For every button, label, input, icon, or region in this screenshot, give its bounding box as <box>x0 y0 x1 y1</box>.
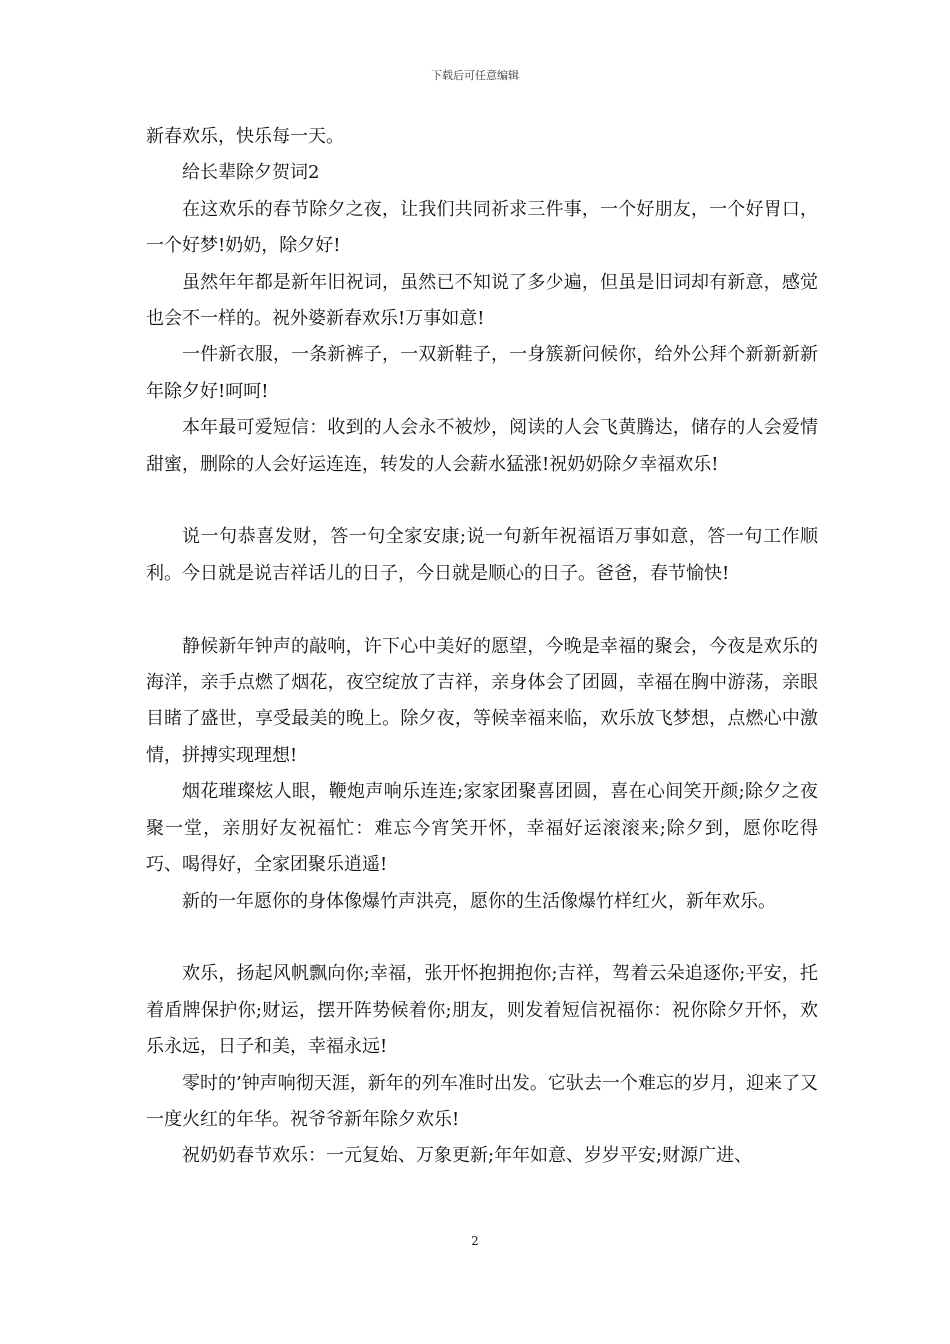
paragraph-7: 说一句恭喜发财，答一句全家安康;说一句新年祝福语万事如意，答一句工作顺利。今日就是说吉祥话儿的日子，今日就是顺心的日子。爸爸，春节愉快! <box>146 526 818 584</box>
paragraph-11: 欢乐，扬起风帆飘向你;幸福，张开怀抱拥抱你;吉祥，驾着云朵追逐你;平安，托着盾牌保护你;财运，摆开阵势候着你;朋友，则发着短信祝福你：祝你除夕开怀，欢乐永远，日子和美，幸福永远! <box>146 963 818 1058</box>
blank-line <box>146 592 818 628</box>
paragraph-8: 静候新年钟声的敲响，许下心中美好的愿望，今晚是幸福的聚会，今夜是欢乐的海洋，亲手点燃了烟花，夜空绽放了吉祥，亲身体会了团圆，幸福在胸中游荡，亲眼目睹了盛世，享受最美的晚上。除夕夜，等候幸福来临，欢乐放飞梦想，点燃心中激情，拼搏实现理想! <box>146 635 818 766</box>
blank-line <box>146 483 818 519</box>
paragraph-10: 新的一年愿你的身体像爆竹声洪亮，愿你的生活像爆竹样红火，新年欢乐。 <box>182 890 776 912</box>
page-header: 下载后可任意编辑 <box>431 69 519 82</box>
paragraph-3: 在这欢乐的春节除夕之夜，让我们共同祈求三件事，一个好朋友，一个好胃口，一个好梦!奶奶，除夕好! <box>146 198 818 257</box>
page-number: 2 <box>471 1234 479 1248</box>
paragraph-4: 虽然年年都是新年旧祝词，虽然已不知说了多少遍，但虽是旧词却有新意，感觉也会不一样的。祝外婆新春欢乐!万事如意! <box>146 271 818 330</box>
blank-line <box>146 920 818 956</box>
paragraph-1: 新春欢乐，快乐每一天。 <box>146 126 344 147</box>
document-body <box>146 119 818 1175</box>
paragraph-5: 一件新衣服，一条新裤子，一双新鞋子，一身簇新问候你，给外公拜个新新新新年除夕好!呵呵! <box>146 344 818 402</box>
paragraph-6: 本年最可爱短信：收到的人会永不被炒，阅读的人会飞黄腾达，储存的人会爱情甜蜜，删除的人会好运连连，转发的人会薪水猛涨!祝奶奶除夕幸福欢乐! <box>146 417 818 475</box>
section-heading: 给长辈除夕贺词2 <box>182 162 320 184</box>
paragraph-12: 零时的’钟声响彻天涯，新年的列车准时出发。它驮去一个难忘的岁月，迎来了又一度火红的年华。祝爷爷新年除夕欢乐! <box>146 1072 818 1130</box>
paragraph-9: 烟花璀璨炫人眼，鞭炮声响乐连连;家家团聚喜团圆，喜在心间笑开颜;除夕之夜聚一堂，亲朋好友祝福忙：难忘今宵笑开怀，幸福好运滚滚来;除夕到，愿你吃得巧、喝得好，全家团聚乐逍遥! <box>146 781 818 876</box>
paragraph-13: 祝奶奶春节欢乐：一元复始、万象更新;年年如意、岁岁平安;财源广进、 <box>182 1145 753 1167</box>
